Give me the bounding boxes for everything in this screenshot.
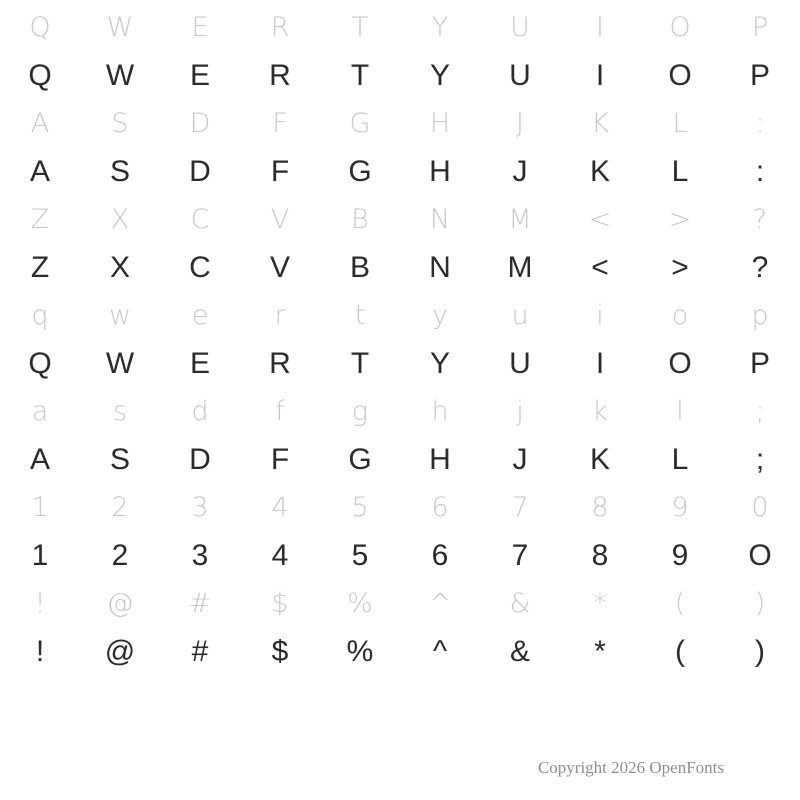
glyph-sample: W	[105, 59, 135, 92]
key-label: K	[591, 108, 609, 139]
key-label: Z	[30, 204, 50, 235]
glyph-sample: D	[189, 155, 211, 188]
specimen-row-block	[0, 292, 800, 388]
key-label: a	[31, 396, 49, 427]
key-label: P	[751, 12, 769, 43]
glyph-sample: 6	[431, 539, 449, 572]
glyph-sample: G	[348, 443, 372, 476]
key-label: g	[351, 396, 369, 427]
key-label: E	[191, 12, 209, 43]
key-label: t	[354, 300, 366, 331]
glyph-sample: >	[671, 251, 689, 284]
glyph-sample: 3	[191, 539, 209, 572]
key-label: %	[347, 588, 373, 619]
key-label-row	[0, 196, 800, 244]
glyph-sample: M	[507, 251, 533, 284]
key-label: >	[668, 204, 692, 235]
glyph-sample: *	[594, 635, 606, 668]
glyph-row	[0, 628, 800, 676]
glyph-sample: 5	[351, 539, 369, 572]
key-label: 9	[671, 492, 689, 523]
key-label: B	[351, 204, 369, 235]
glyph-sample: :	[755, 155, 765, 188]
glyph-sample: <	[591, 251, 609, 284]
key-label: C	[190, 204, 210, 235]
glyph-sample: N	[429, 251, 451, 284]
glyph-sample: E	[189, 59, 210, 92]
glyph-sample: I	[595, 59, 605, 92]
copyright-notice: Copyright 2026 OpenFonts	[537, 758, 724, 777]
key-label: <	[588, 204, 612, 235]
key-label: s	[112, 396, 128, 427]
key-label-row	[0, 4, 800, 52]
glyph-sample: $	[271, 635, 289, 668]
key-label: *	[593, 588, 607, 619]
key-label: y	[432, 300, 448, 331]
specimen-row-block	[0, 484, 800, 580]
glyph-sample: O	[748, 539, 772, 572]
glyph-sample: W	[105, 347, 135, 380]
key-label: 1	[31, 492, 49, 523]
key-label: S	[111, 108, 129, 139]
glyph-sample: Y	[429, 347, 450, 380]
glyph-sample: J	[512, 443, 528, 476]
glyph-sample: 8	[591, 539, 609, 572]
key-label: 3	[191, 492, 209, 523]
key-label: F	[272, 108, 288, 139]
glyph-sample: 9	[671, 539, 689, 572]
key-label: 2	[111, 492, 129, 523]
glyph-sample: H	[429, 155, 451, 188]
glyph-sample: A	[29, 155, 50, 188]
key-label-row	[0, 580, 800, 628]
key-label: (	[674, 588, 686, 619]
key-label: H	[429, 108, 451, 139]
glyph-sample: I	[595, 347, 605, 380]
glyph-sample: !	[35, 635, 45, 668]
key-label: p	[751, 300, 769, 331]
key-label: M	[508, 204, 532, 235]
glyph-sample: C	[189, 251, 211, 284]
glyph-sample: #	[191, 635, 209, 668]
key-label: W	[106, 12, 134, 43]
key-label: j	[516, 396, 524, 427]
glyph-sample: %	[346, 635, 374, 668]
glyph-sample: )	[755, 635, 765, 668]
key-label: N	[429, 204, 451, 235]
glyph-sample: (	[675, 635, 685, 668]
glyph-sample: ?	[751, 251, 769, 284]
glyph-sample: &	[509, 635, 530, 668]
key-label: D	[189, 108, 211, 139]
key-label: #	[188, 588, 212, 619]
glyph-sample: T	[350, 347, 370, 380]
key-label: I	[596, 12, 604, 43]
key-label: r	[274, 300, 286, 331]
key-label: ^	[428, 588, 452, 619]
specimen-row-block	[0, 4, 800, 100]
key-label: )	[754, 588, 766, 619]
glyph-sample: U	[509, 347, 531, 380]
key-label: 8	[591, 492, 609, 523]
glyph-sample: P	[749, 59, 770, 92]
key-label: Q	[29, 12, 51, 43]
key-label: o	[671, 300, 689, 331]
glyph-sample: F	[270, 155, 290, 188]
key-label: L	[672, 108, 688, 139]
glyph-sample: 1	[31, 539, 49, 572]
key-label: T	[351, 12, 369, 43]
key-label: !	[34, 588, 46, 619]
key-label: q	[31, 300, 49, 331]
key-label: k	[592, 396, 608, 427]
key-label: 4	[271, 492, 289, 523]
key-label: d	[191, 396, 209, 427]
glyph-row	[0, 244, 800, 292]
key-label: G	[349, 108, 371, 139]
glyph-sample: E	[189, 347, 210, 380]
key-label: h	[431, 396, 449, 427]
glyph-sample: V	[269, 251, 290, 284]
key-label: l	[676, 396, 684, 427]
glyph-sample: K	[589, 443, 610, 476]
glyph-row	[0, 340, 800, 388]
key-label: u	[511, 300, 529, 331]
key-label: ?	[752, 204, 768, 235]
key-label-row	[0, 388, 800, 436]
glyph-sample: A	[29, 443, 50, 476]
glyph-sample: Z	[30, 251, 50, 284]
glyph-sample: ^	[432, 635, 448, 668]
glyph-sample: U	[509, 59, 531, 92]
glyph-sample: G	[348, 155, 372, 188]
glyph-sample: O	[668, 347, 692, 380]
glyph-sample: F	[270, 443, 290, 476]
glyph-sample: 2	[111, 539, 129, 572]
key-label: A	[30, 108, 50, 139]
key-label: 6	[431, 492, 449, 523]
glyph-sample: X	[109, 251, 130, 284]
glyph-sample: P	[749, 347, 770, 380]
key-label: 5	[351, 492, 369, 523]
glyph-sample: 7	[511, 539, 529, 572]
key-label: 0	[751, 492, 769, 523]
glyph-sample: S	[109, 155, 130, 188]
key-label: $	[271, 588, 289, 619]
specimen-row-block	[0, 100, 800, 196]
specimen-row-block	[0, 580, 800, 676]
key-label: 7	[511, 492, 529, 523]
glyph-sample: O	[668, 59, 692, 92]
specimen-row-block	[0, 196, 800, 292]
key-label: e	[191, 300, 209, 331]
key-label: Y	[431, 12, 449, 43]
glyph-sample: L	[671, 155, 689, 188]
glyph-sample: T	[350, 59, 370, 92]
glyph-row	[0, 52, 800, 100]
key-label: J	[516, 108, 524, 139]
glyph-sample: ;	[755, 443, 765, 476]
key-label: :	[755, 108, 765, 139]
key-label: ;	[755, 396, 765, 427]
glyph-sample: Q	[28, 347, 52, 380]
key-label: O	[669, 12, 691, 43]
glyph-row	[0, 436, 800, 484]
glyph-sample: Q	[28, 59, 52, 92]
glyph-sample: K	[589, 155, 610, 188]
key-label-row	[0, 292, 800, 340]
glyph-sample: H	[429, 443, 451, 476]
glyph-row	[0, 532, 800, 580]
glyph-sample: L	[671, 443, 689, 476]
glyph-sample: 4	[271, 539, 289, 572]
glyph-sample: J	[512, 155, 528, 188]
glyph-sample: Y	[429, 59, 450, 92]
glyph-sample: B	[349, 251, 370, 284]
glyph-sample: S	[109, 443, 130, 476]
glyph-sample: D	[189, 443, 211, 476]
key-label: w	[108, 300, 132, 331]
key-label-row	[0, 484, 800, 532]
key-label: X	[110, 204, 130, 235]
specimen-row-block	[0, 388, 800, 484]
glyph-sample: R	[269, 59, 291, 92]
key-label: V	[270, 204, 290, 235]
key-label: &	[509, 588, 531, 619]
key-label-row	[0, 100, 800, 148]
key-label: R	[270, 12, 290, 43]
glyph-sample: R	[269, 347, 291, 380]
key-label: f	[275, 396, 285, 427]
key-label: i	[596, 300, 604, 331]
key-label: U	[510, 12, 530, 43]
key-label: @	[106, 588, 134, 619]
glyph-sample: @	[104, 635, 136, 668]
glyph-row	[0, 148, 800, 196]
